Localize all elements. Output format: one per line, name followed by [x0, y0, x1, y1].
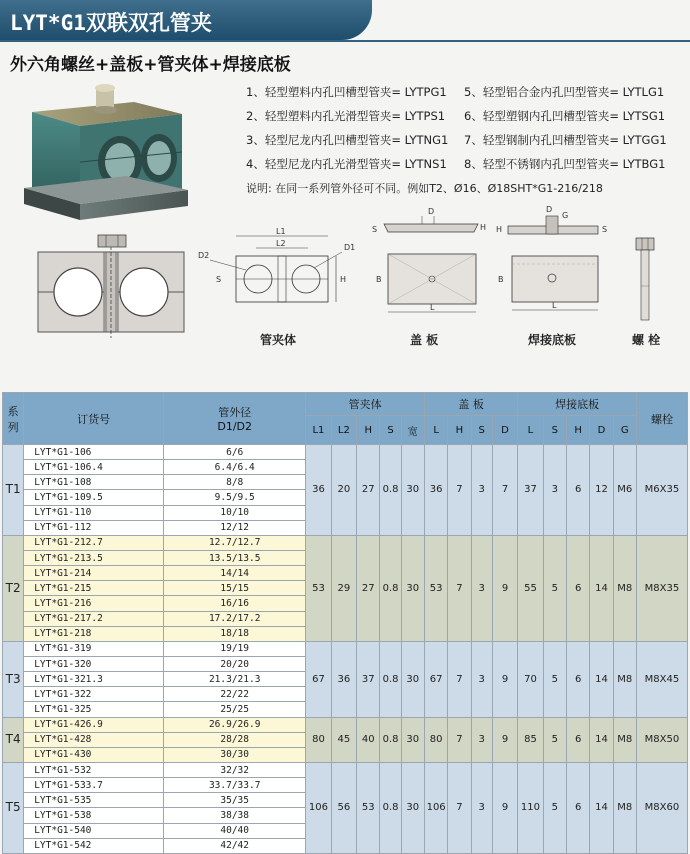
spec-value-cell: M8X60 [636, 762, 687, 853]
order-number-cell: LYT*G1-542 [24, 838, 164, 853]
outer-diameter-cell: 12/12 [164, 520, 306, 535]
dim-label-B-base: B [498, 275, 504, 284]
spec-value-cell: 7 [448, 641, 471, 717]
spec-value-cell: 53 [357, 762, 380, 853]
spec-value-cell: 55 [518, 535, 543, 641]
header-od [164, 393, 306, 445]
dim-label-B-cover: B [376, 275, 382, 284]
outer-diameter-cell: 10/10 [164, 505, 306, 520]
cross-section-drawing [36, 246, 186, 338]
spec-value-cell: 9 [492, 641, 517, 717]
outer-diameter-cell: 6.4/6.4 [164, 460, 306, 475]
subheader: S [471, 416, 492, 445]
material-item: 8、轻型不锈钢内孔凹型管夹= LYTBG1 [464, 157, 666, 171]
material-item: 2、轻型塑料内孔光滑型管夹= LYTPS1 [246, 109, 446, 123]
spec-value-cell: 0.8 [380, 717, 401, 762]
spec-value-cell: 37 [518, 445, 543, 536]
spec-value-cell: 30 [401, 535, 424, 641]
order-number-cell: LYT*G1-538 [24, 808, 164, 823]
table-row [3, 717, 688, 732]
subheader: S [543, 416, 566, 445]
bolt-drawing [632, 236, 658, 324]
order-number-cell: LYT*G1-320 [24, 656, 164, 671]
spec-value-cell: 7 [448, 535, 471, 641]
series-cell: T2 [3, 535, 24, 641]
spec-value-cell: 3 [543, 445, 566, 536]
weld-base-drawing [490, 204, 614, 320]
spec-value-cell: 6 [566, 445, 589, 536]
series-group [3, 717, 688, 762]
order-number-cell: LYT*G1-108 [24, 475, 164, 490]
table-row [3, 445, 688, 460]
outer-diameter-cell: 14/14 [164, 566, 306, 581]
order-number-cell: LYT*G1-212.7 [24, 535, 164, 550]
dim-label-D: D [428, 207, 435, 216]
header-order-no: 订货号 [24, 393, 164, 445]
spec-value-cell: 7 [492, 445, 517, 536]
dim-label-G-base: G [562, 211, 569, 220]
spec-value-cell: 53 [424, 535, 447, 641]
spec-value-cell: 9 [492, 762, 517, 853]
dim-label-L1: L1 [276, 227, 286, 236]
order-number-cell: LYT*G1-321.3 [24, 672, 164, 687]
spec-value-cell: 6 [566, 535, 589, 641]
clamp-body-drawing [196, 226, 362, 318]
spec-value-cell: M8X50 [636, 717, 687, 762]
dim-label-S: S [216, 275, 222, 284]
subheader: H [448, 416, 471, 445]
bolt-head-drawing [92, 233, 132, 251]
dim-label-D-base: D [546, 205, 553, 214]
order-number-cell: LYT*G1-535 [24, 793, 164, 808]
outer-diameter-cell: 17.2/17.2 [164, 611, 306, 626]
spec-value-cell: 5 [543, 717, 566, 762]
spec-value-cell: 5 [543, 641, 566, 717]
spec-value-cell: 36 [424, 445, 447, 536]
caption-weld-base: 焊接底板 [528, 333, 577, 347]
subheader: L1 [306, 416, 331, 445]
spec-value-cell: 106 [306, 762, 331, 853]
spec-value-cell: 67 [424, 641, 447, 717]
order-number-cell: LYT*G1-216 [24, 596, 164, 611]
order-number-cell: LYT*G1-426.9 [24, 717, 164, 732]
spec-value-cell: 0.8 [380, 641, 401, 717]
caption-cover-plate: 盖 板 [410, 333, 439, 347]
dim-label-L2: L2 [276, 239, 286, 248]
subheader: D [590, 416, 613, 445]
spec-value-cell: 80 [306, 717, 331, 762]
spec-value-cell: 6 [566, 641, 589, 717]
spec-value-cell: 3 [471, 445, 492, 536]
spec-value-cell: 36 [331, 641, 356, 717]
dim-label-H: H [340, 275, 347, 284]
order-number-cell: LYT*G1-540 [24, 823, 164, 838]
spec-value-cell: 80 [424, 717, 447, 762]
series-cell: T1 [3, 445, 24, 536]
caption-bolt: 螺 栓 [632, 333, 661, 347]
spec-table [2, 392, 688, 854]
series-cell: T3 [3, 641, 24, 717]
spec-value-cell: 30 [401, 762, 424, 853]
spec-value-cell: 7 [448, 762, 471, 853]
spec-value-cell: 6 [566, 762, 589, 853]
outer-diameter-cell: 42/42 [164, 838, 306, 853]
order-number-cell: LYT*G1-218 [24, 626, 164, 641]
outer-diameter-cell: 20/20 [164, 656, 306, 671]
spec-value-cell: 56 [331, 762, 356, 853]
dim-label-L-cover: L [430, 303, 435, 312]
order-number-cell: LYT*G1-215 [24, 581, 164, 596]
dim-label-D2: D2 [198, 251, 210, 260]
subheader: 宽 [401, 416, 424, 445]
spec-value-cell: M8X35 [636, 535, 687, 641]
order-number-cell: LYT*G1-533.7 [24, 778, 164, 793]
order-number-cell: LYT*G1-325 [24, 702, 164, 717]
outer-diameter-cell: 19/19 [164, 641, 306, 656]
dim-label-L-base: L [552, 301, 557, 310]
header-cover-plate: 盖 板 [424, 393, 517, 416]
subheader: D [492, 416, 517, 445]
outer-diameter-cell: 26.9/26.9 [164, 717, 306, 732]
order-number-cell: LYT*G1-319 [24, 641, 164, 656]
order-number-cell: LYT*G1-430 [24, 747, 164, 762]
table-row [3, 762, 688, 777]
page-title: LYT*G1双联双孔管夹 [10, 11, 212, 35]
outer-diameter-cell: 15/15 [164, 581, 306, 596]
material-item: 5、轻型铝合金内孔凹型管夹= LYTLG1 [464, 85, 665, 99]
outer-diameter-cell: 6/6 [164, 445, 306, 460]
outer-diameter-cell: 18/18 [164, 626, 306, 641]
header-clamp-body: 管夹体 [306, 393, 425, 416]
spec-value-cell: M8X45 [636, 641, 687, 717]
header-series: 系列 [3, 393, 24, 445]
spec-value-cell: 6 [566, 717, 589, 762]
outer-diameter-cell: 9.5/9.5 [164, 490, 306, 505]
dim-label-D1: D1 [344, 243, 356, 252]
spec-value-cell: 9 [492, 535, 517, 641]
material-item: 6、轻型塑钢内孔凹槽型管夹= LYTSG1 [464, 109, 666, 123]
spec-value-cell: 30 [401, 445, 424, 536]
product-photo [14, 80, 190, 230]
spec-value-cell: 7 [448, 717, 471, 762]
material-item: 7、轻型钢制内孔凹槽型管夹= LYTGG1 [464, 133, 667, 147]
order-number-cell: LYT*G1-322 [24, 687, 164, 702]
spec-value-cell: 30 [401, 641, 424, 717]
outer-diameter-cell: 38/38 [164, 808, 306, 823]
spec-value-cell: 7 [448, 445, 471, 536]
title-bar [0, 0, 372, 40]
outer-diameter-cell: 13.5/13.5 [164, 550, 306, 565]
order-number-cell: LYT*G1-112 [24, 520, 164, 535]
table-row [3, 535, 688, 550]
dim-label-H-cover: H [480, 223, 486, 232]
caption-clamp-body: 管夹体 [260, 333, 297, 347]
order-number-cell: LYT*G1-213.5 [24, 550, 164, 565]
order-number-cell: LYT*G1-532 [24, 762, 164, 777]
outer-diameter-cell: 33.7/33.7 [164, 778, 306, 793]
spec-value-cell: 29 [331, 535, 356, 641]
order-number-cell: LYT*G1-106.4 [24, 460, 164, 475]
order-number-cell: LYT*G1-109.5 [24, 490, 164, 505]
subheader: H [357, 416, 380, 445]
outer-diameter-cell: 25/25 [164, 702, 306, 717]
spec-value-cell: 3 [471, 641, 492, 717]
spec-value-cell: 5 [543, 762, 566, 853]
spec-value-cell: M8 [613, 762, 636, 853]
spec-value-cell: 3 [471, 762, 492, 853]
order-number-cell: LYT*G1-106 [24, 445, 164, 460]
spec-value-cell: 30 [401, 717, 424, 762]
outer-diameter-cell: 22/22 [164, 687, 306, 702]
spec-value-cell: 27 [357, 445, 380, 536]
spec-value-cell: 110 [518, 762, 543, 853]
order-number-cell: LYT*G1-217.2 [24, 611, 164, 626]
spec-value-cell: 3 [471, 717, 492, 762]
spec-value-cell: 45 [331, 717, 356, 762]
dim-label-H-base: H [496, 225, 503, 234]
outer-diameter-cell: 16/16 [164, 596, 306, 611]
order-number-cell: LYT*G1-214 [24, 566, 164, 581]
header-od-sub: D1/D2 [217, 420, 253, 433]
subheader: H [566, 416, 589, 445]
series-cell: T5 [3, 762, 24, 853]
spec-value-cell: 9 [492, 717, 517, 762]
series-cell: T4 [3, 717, 24, 762]
spec-value-cell: 0.8 [380, 535, 401, 641]
spec-value-cell: M8 [613, 535, 636, 641]
outer-diameter-cell: 35/35 [164, 793, 306, 808]
spec-value-cell: M8 [613, 717, 636, 762]
outer-diameter-cell: 28/28 [164, 732, 306, 747]
header-weld-base: 焊接底板 [518, 393, 637, 416]
subheader: L [424, 416, 447, 445]
spec-value-cell: 40 [357, 717, 380, 762]
outer-diameter-cell: 32/32 [164, 762, 306, 777]
title-divider [0, 40, 690, 42]
spec-value-cell: 67 [306, 641, 331, 717]
spec-value-cell: 14 [590, 717, 613, 762]
spec-value-cell: 85 [518, 717, 543, 762]
spec-value-cell: M6X35 [636, 445, 687, 536]
spec-value-cell: 0.8 [380, 762, 401, 853]
spec-value-cell: 14 [590, 535, 613, 641]
spec-value-cell: 37 [357, 641, 380, 717]
cover-plate-drawing [370, 204, 486, 320]
header-bolt: 螺栓 [636, 393, 687, 445]
outer-diameter-cell: 30/30 [164, 747, 306, 762]
spec-value-cell: 36 [306, 445, 331, 536]
series-group [3, 762, 688, 853]
spec-value-cell: 106 [424, 762, 447, 853]
material-list [246, 80, 686, 176]
outer-diameter-cell: 12.7/12.7 [164, 535, 306, 550]
series-group [3, 535, 688, 641]
spec-value-cell: 3 [471, 535, 492, 641]
subheader: L2 [331, 416, 356, 445]
spec-value-cell: 14 [590, 762, 613, 853]
subheader: G [613, 416, 636, 445]
order-number-cell: LYT*G1-428 [24, 732, 164, 747]
series-group [3, 445, 688, 536]
material-item: 1、轻型塑料内孔凹槽型管夹= LYTPG1 [246, 85, 447, 99]
spec-value-cell: 27 [357, 535, 380, 641]
order-number-cell: LYT*G1-110 [24, 505, 164, 520]
header-od-label: 管外径 [218, 406, 252, 419]
series-group [3, 641, 688, 717]
usage-note: 说明: 在同一系列管外径可不同。例如T2、Ø16、Ø18SHT*G1-216/218 [246, 182, 603, 195]
spec-value-cell: M6 [613, 445, 636, 536]
spec-value-cell: M8 [613, 641, 636, 717]
dim-label-S-base: S [602, 225, 608, 234]
spec-value-cell: 14 [590, 641, 613, 717]
subheader: S [380, 416, 401, 445]
spec-value-cell: 12 [590, 445, 613, 536]
outer-diameter-cell: 21.3/21.3 [164, 672, 306, 687]
outer-diameter-cell: 40/40 [164, 823, 306, 838]
spec-value-cell: 70 [518, 641, 543, 717]
material-item: 3、轻型尼龙内孔凹槽型管夹= LYTNG1 [246, 133, 449, 147]
spec-value-cell: 53 [306, 535, 331, 641]
table-row [3, 641, 688, 656]
outer-diameter-cell: 8/8 [164, 475, 306, 490]
subheader: L [518, 416, 543, 445]
spec-value-cell: 20 [331, 445, 356, 536]
spec-value-cell: 0.8 [380, 445, 401, 536]
dim-label-S-cover: S [372, 225, 378, 234]
material-item: 4、轻型尼龙内孔光滑型管夹= LYTNS1 [246, 157, 447, 171]
page-subtitle: 外六角螺丝+盖板+管夹体+焊接底板 [10, 55, 291, 75]
spec-value-cell: 5 [543, 535, 566, 641]
